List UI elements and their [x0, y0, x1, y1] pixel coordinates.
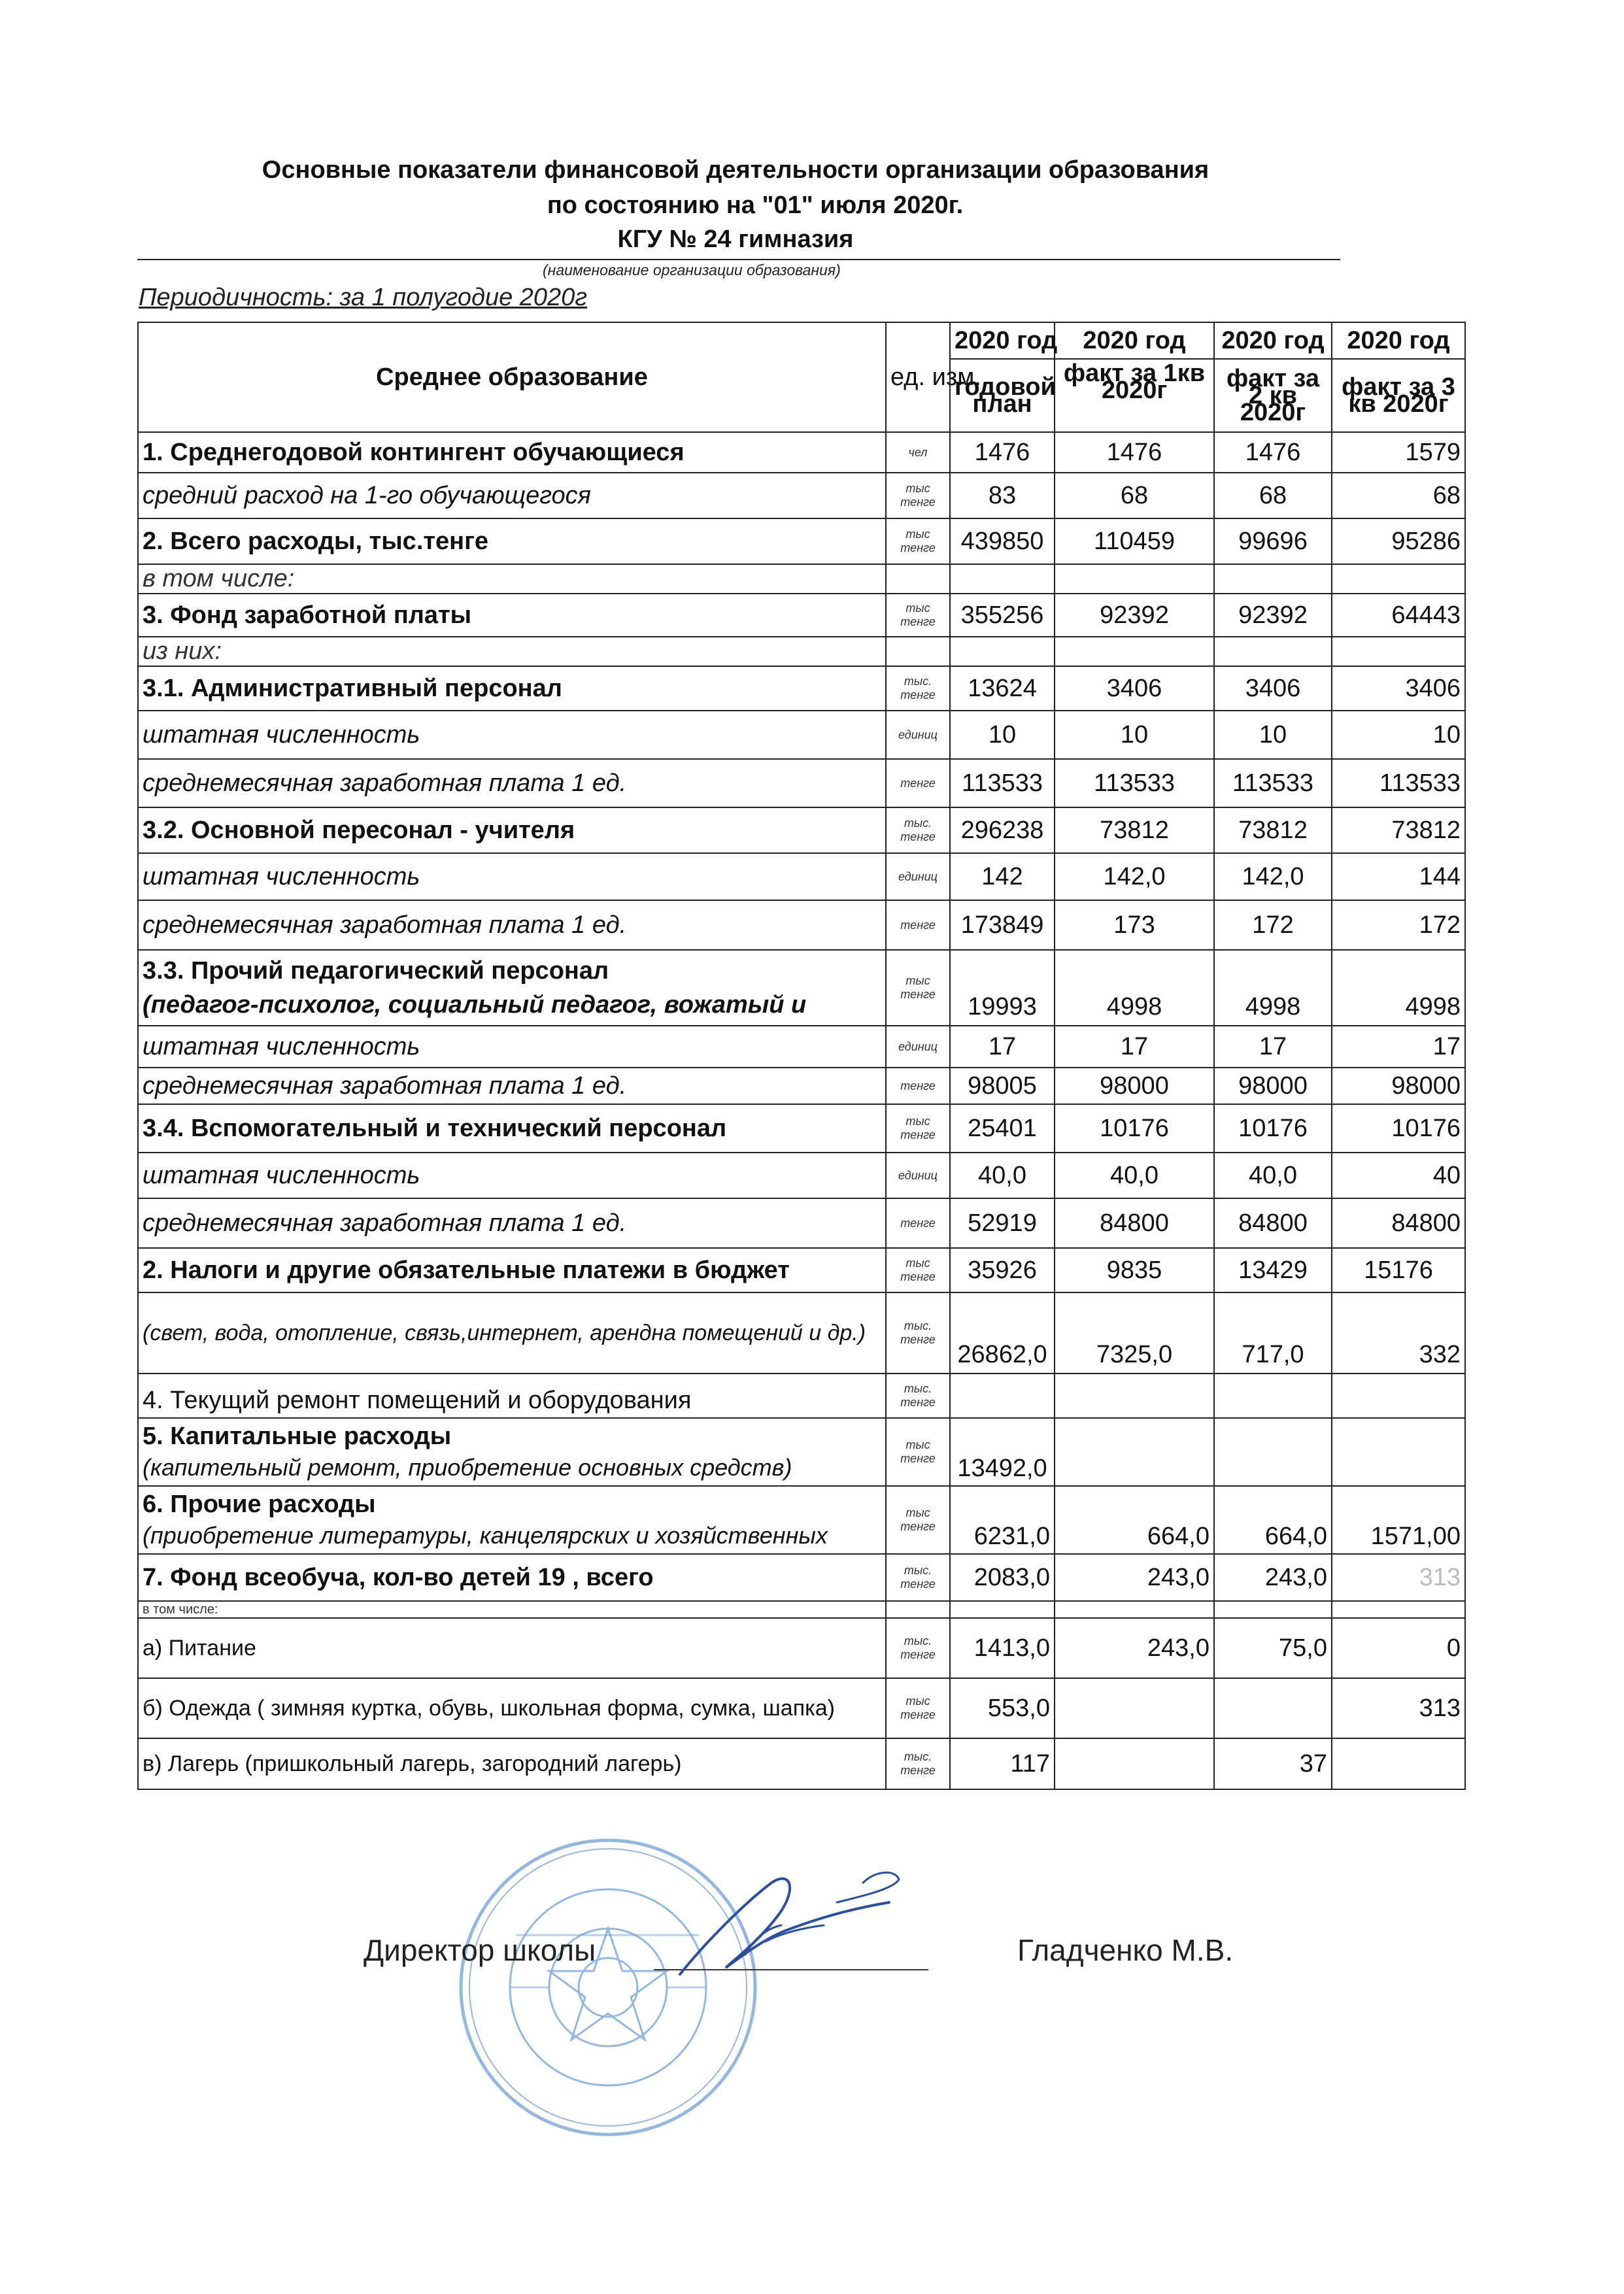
unit-header: ед. изм. — [886, 322, 950, 432]
cell-q3: 95286 — [1332, 518, 1465, 564]
cell-q3: 313 — [1332, 1554, 1465, 1601]
row-label: штатная численность — [138, 853, 886, 900]
cell-plan: 98005 — [950, 1068, 1055, 1104]
cell-q1 — [1055, 1678, 1214, 1738]
col-year: 2020 год — [950, 322, 1055, 359]
cell-q1: 10176 — [1055, 1104, 1214, 1153]
row-unit: тыс тенге — [886, 1418, 950, 1486]
row-label: а) Питание — [138, 1618, 886, 1678]
cell-q3 — [1332, 1418, 1465, 1486]
cell-q3 — [1332, 1374, 1465, 1418]
cell-q1: 98000 — [1055, 1068, 1214, 1104]
cell-plan: 19993 — [950, 950, 1055, 1026]
director-signature — [667, 1863, 902, 1987]
cell-plan: 1476 — [950, 432, 1055, 473]
row-note: в том числе: — [138, 1601, 886, 1618]
row-label: 3. Фонд заработной платы — [138, 594, 886, 637]
cell-plan: 13492,0 — [950, 1418, 1055, 1486]
cell-plan: 6231,0 — [950, 1486, 1055, 1554]
cell-q1: 10 — [1055, 711, 1214, 759]
cell-q1: 84800 — [1055, 1198, 1214, 1248]
cell-q1: 243,0 — [1055, 1618, 1214, 1678]
row-unit: тыс. тенге — [886, 1618, 950, 1678]
cell-q2 — [1214, 1678, 1332, 1738]
cell-q2: 68 — [1214, 473, 1332, 518]
cell-q3: 40 — [1332, 1153, 1465, 1198]
table-row — [138, 1198, 1465, 1248]
cell-q2: 98000 — [1214, 1068, 1332, 1104]
cell-q2: 10176 — [1214, 1104, 1332, 1153]
cell-q1: 7325,0 — [1055, 1292, 1214, 1374]
director-label: Директор школы — [364, 1933, 596, 1967]
cell-q3: 1571,00 — [1332, 1486, 1465, 1554]
table-row — [138, 1554, 1465, 1601]
cell-q1: 73812 — [1055, 807, 1214, 853]
table-row — [138, 1678, 1465, 1738]
cell-q2: 3406 — [1214, 666, 1332, 711]
table-row — [138, 594, 1465, 637]
table-main-title: Среднее образование — [138, 322, 886, 432]
row-unit: тенге — [886, 1068, 950, 1104]
row-label: штатная численность — [138, 1026, 886, 1068]
cell-q2: 73812 — [1214, 807, 1332, 853]
cell-plan: 26862,0 — [950, 1292, 1055, 1374]
row-unit: единиц — [886, 853, 950, 900]
row-label — [138, 1418, 886, 1486]
row-label — [138, 1486, 886, 1554]
row-unit: тыс тенге — [886, 1486, 950, 1554]
row-unit: чел — [886, 432, 950, 473]
table-row — [138, 1104, 1465, 1153]
col-year: 2020 год — [1214, 322, 1332, 359]
financial-indicators-table — [137, 322, 1466, 1790]
cell-q2: 99696 — [1214, 518, 1332, 564]
row-unit: тыс тенге — [886, 950, 950, 1026]
row-unit: тыс. тенге — [886, 1292, 950, 1374]
periodicity: Периодичность: за 1 полугодие 2020г — [139, 284, 588, 311]
cell-plan: 25401 — [950, 1104, 1055, 1153]
row-unit: тыс. тенге — [886, 807, 950, 853]
row-label: 2. Всего расходы, тыс.тенге — [138, 518, 886, 564]
table-row — [138, 1374, 1465, 1418]
cell-q3: 113533 — [1332, 759, 1465, 807]
table-row — [138, 1292, 1465, 1374]
cell-plan: 13624 — [950, 666, 1055, 711]
row-label: 3.1. Административный персонал — [138, 666, 886, 711]
col-subtitle: факт за 3 кв 2020г — [1332, 359, 1465, 432]
cell-q2 — [1214, 1418, 1332, 1486]
table-row — [138, 1026, 1465, 1068]
row-label-detail: (педагог-психолог, социальный педагог, вожатый и — [143, 991, 807, 1019]
cell-q1: 9835 — [1055, 1248, 1214, 1292]
cell-q2: 40,0 — [1214, 1153, 1332, 1198]
cell-q3: 68 — [1332, 473, 1465, 518]
row-label: среднемесячная заработная плата 1 ед. — [138, 900, 886, 950]
row-note: из них: — [138, 637, 886, 666]
cell-q1: 68 — [1055, 473, 1214, 518]
cell-q2: 172 — [1214, 900, 1332, 950]
row-label: 4. Текущий ремонт помещений и оборудования — [138, 1374, 886, 1418]
col-subtitle: годовой план — [950, 359, 1055, 432]
row-label — [138, 950, 886, 1026]
cell-q2 — [1214, 1374, 1332, 1418]
cell-plan: 173849 — [950, 900, 1055, 950]
row-unit: тыс. тенге — [886, 1738, 950, 1789]
cell-q3: 98000 — [1332, 1068, 1465, 1104]
cell-q3: 15176 — [1332, 1248, 1465, 1292]
cell-plan: 355256 — [950, 594, 1055, 637]
table-row — [138, 759, 1465, 807]
table-row — [138, 432, 1465, 473]
table-row — [138, 807, 1465, 853]
cell-q2: 13429 — [1214, 1248, 1332, 1292]
cell-q2: 717,0 — [1214, 1292, 1332, 1374]
cell-plan: 83 — [950, 473, 1055, 518]
row-unit: тыс тенге — [886, 1248, 950, 1292]
cell-q2: 664,0 — [1214, 1486, 1332, 1554]
cell-q1 — [1055, 1374, 1214, 1418]
col-year: 2020 год — [1332, 322, 1465, 359]
row-label: 3.4. Вспомогательный и технический персонал — [138, 1104, 886, 1153]
cell-q1: 1476 — [1055, 432, 1214, 473]
cell-q3: 84800 — [1332, 1198, 1465, 1248]
cell-q2: 37 — [1214, 1738, 1332, 1789]
table-row — [138, 1486, 1465, 1554]
table-row — [138, 473, 1465, 518]
cell-plan: 1413,0 — [950, 1618, 1055, 1678]
row-label-detail: (приобретение литературы, канцелярских и хозяйственных — [143, 1522, 828, 1549]
table-row — [138, 711, 1465, 759]
cell-q2: 1476 — [1214, 432, 1332, 473]
row-label: 7. Фонд всеобуча, кол-во детей 19 , всего — [138, 1554, 886, 1601]
cell-q3: 172 — [1332, 900, 1465, 950]
row-unit: тыс. тенге — [886, 1374, 950, 1418]
cell-q3: 73812 — [1332, 807, 1465, 853]
table-subrow — [138, 637, 1465, 666]
table-row — [138, 1618, 1465, 1678]
cell-q3: 3406 — [1332, 666, 1465, 711]
row-unit: тыс тенге — [886, 518, 950, 564]
table-row — [138, 1418, 1465, 1486]
row-label: штатная численность — [138, 711, 886, 759]
cell-q3 — [1332, 1738, 1465, 1789]
table-row — [138, 666, 1465, 711]
row-unit: тенге — [886, 900, 950, 950]
table-row — [138, 853, 1465, 900]
table-header-row — [138, 322, 1465, 359]
table-row — [138, 1738, 1465, 1789]
row-note: в том числе: — [138, 564, 886, 594]
row-label: (свет, вода, отопление, связь,интернет, арендна помещений и др.) — [138, 1292, 886, 1374]
cell-q2: 92392 — [1214, 594, 1332, 637]
cell-q1: 40,0 — [1055, 1153, 1214, 1198]
row-unit: единиц — [886, 1026, 950, 1068]
cell-plan: 17 — [950, 1026, 1055, 1068]
cell-plan: 2083,0 — [950, 1554, 1055, 1601]
table-row — [138, 1248, 1465, 1292]
table-row — [138, 900, 1465, 950]
cell-q2: 142,0 — [1214, 853, 1332, 900]
row-label: среднемесячная заработная плата 1 ед. — [138, 1198, 886, 1248]
report-title: Основные показатели финансовой деятельности организации образования — [262, 156, 1210, 184]
row-unit: тыс тенге — [886, 1104, 950, 1153]
row-unit: тыс. тенге — [886, 1554, 950, 1601]
row-label-main: 5. Капитальные расходы — [143, 1423, 452, 1450]
row-label-main: 6. Прочие расходы — [143, 1491, 376, 1518]
report-date-line: по состоянию на "01" июля 2020г. — [547, 192, 964, 219]
cell-q1: 92392 — [1055, 594, 1214, 637]
row-unit: тенге — [886, 759, 950, 807]
cell-q1: 110459 — [1055, 518, 1214, 564]
cell-q1 — [1055, 1418, 1214, 1486]
cell-q3: 10 — [1332, 711, 1465, 759]
row-label: 1. Среднегодовой контингент обучающиеся — [138, 432, 886, 473]
cell-plan: 113533 — [950, 759, 1055, 807]
cell-q1: 243,0 — [1055, 1554, 1214, 1601]
col-subtitle: факт за 1кв 2020г — [1055, 359, 1214, 432]
row-label-detail: (капительный ремонт, приобретение основных средств) — [143, 1454, 792, 1481]
col-subtitle: факт за 2 кв 2020г — [1214, 359, 1332, 432]
cell-q3: 0 — [1332, 1618, 1465, 1678]
row-unit: тенге — [886, 1198, 950, 1248]
cell-q3: 64443 — [1332, 594, 1465, 637]
cell-plan: 10 — [950, 711, 1055, 759]
org-name-caption: (наименование организации образования) — [543, 261, 841, 278]
row-unit: тыс тенге — [886, 1678, 950, 1738]
cell-q2: 75,0 — [1214, 1618, 1332, 1678]
row-unit: единиц — [886, 1153, 950, 1198]
cell-plan — [950, 1374, 1055, 1418]
cell-plan: 40,0 — [950, 1153, 1055, 1198]
row-unit: единиц — [886, 711, 950, 759]
cell-q1: 664,0 — [1055, 1486, 1214, 1554]
row-label: среднемесячная заработная плата 1 ед. — [138, 1068, 886, 1104]
cell-q2: 4998 — [1214, 950, 1332, 1026]
cell-q3: 313 — [1332, 1678, 1465, 1738]
table-subrow — [138, 564, 1465, 594]
organization-name: КГУ № 24 гимназия — [617, 226, 854, 253]
cell-q2: 243,0 — [1214, 1554, 1332, 1601]
cell-q2: 10 — [1214, 711, 1332, 759]
cell-plan: 52919 — [950, 1198, 1055, 1248]
table-row — [138, 1068, 1465, 1104]
cell-q2: 17 — [1214, 1026, 1332, 1068]
row-label: штатная численность — [138, 1153, 886, 1198]
table-row — [138, 518, 1465, 564]
cell-plan: 553,0 — [950, 1678, 1055, 1738]
cell-q1 — [1055, 1738, 1214, 1789]
row-unit: тыс тенге — [886, 473, 950, 518]
director-name: Гладченко М.В. — [1017, 1933, 1234, 1967]
cell-q1: 113533 — [1055, 759, 1214, 807]
row-label-main: 3.3. Прочий педагогический персонал — [143, 957, 609, 985]
table-row — [138, 950, 1465, 1026]
row-label: в) Лагерь (пришкольный лагерь, загородний лагерь) — [138, 1738, 886, 1789]
row-label: среднемесячная заработная плата 1 ед. — [138, 759, 886, 807]
row-label: 2. Налоги и другие обязательные платежи в бюджет — [138, 1248, 886, 1292]
cell-q3: 4998 — [1332, 950, 1465, 1026]
row-label: 3.2. Основной пересонал - учителя — [138, 807, 886, 853]
cell-q1: 173 — [1055, 900, 1214, 950]
row-label: б) Одежда ( зимняя куртка, обувь, школьная форма, сумка, шапка) — [138, 1678, 886, 1738]
cell-q1: 4998 — [1055, 950, 1214, 1026]
cell-plan: 142 — [950, 853, 1055, 900]
cell-q3: 10176 — [1332, 1104, 1465, 1153]
row-label: средний расход на 1-го обучающегося — [138, 473, 886, 518]
table-row — [138, 1153, 1465, 1198]
cell-plan: 296238 — [950, 807, 1055, 853]
cell-plan: 439850 — [950, 518, 1055, 564]
cell-q3: 1579 — [1332, 432, 1465, 473]
row-unit: тыс. тенге — [886, 666, 950, 711]
table-subrow — [138, 1601, 1465, 1618]
cell-q3: 332 — [1332, 1292, 1465, 1374]
cell-q1: 3406 — [1055, 666, 1214, 711]
cell-q3: 17 — [1332, 1026, 1465, 1068]
cell-q1: 142,0 — [1055, 853, 1214, 900]
cell-plan: 117 — [950, 1738, 1055, 1789]
row-unit: тыс тенге — [886, 594, 950, 637]
cell-q3: 144 — [1332, 853, 1465, 900]
cell-plan: 35926 — [950, 1248, 1055, 1292]
org-underline — [137, 259, 1340, 260]
col-year: 2020 год — [1055, 322, 1214, 359]
cell-q1: 17 — [1055, 1026, 1214, 1068]
cell-q2: 113533 — [1214, 759, 1332, 807]
cell-q2: 84800 — [1214, 1198, 1332, 1248]
